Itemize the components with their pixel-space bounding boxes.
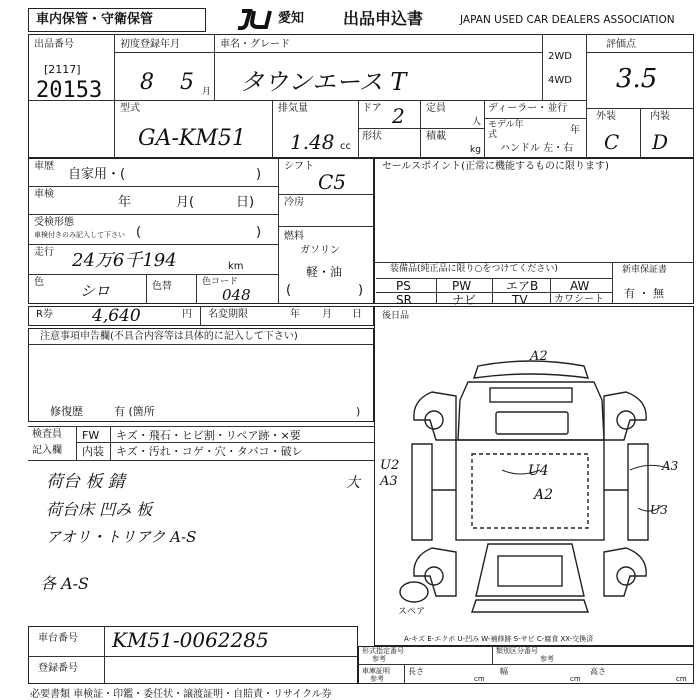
lot-number: 20153 [36, 78, 103, 103]
designation-reference: 参考 [372, 655, 386, 663]
displacement-value: 1.48 [290, 130, 335, 154]
equip-aw: AW [570, 279, 590, 293]
cc-unit: cc [340, 141, 351, 152]
certificate-reference: 参考 [370, 675, 384, 683]
shaken-year: 年 [118, 195, 132, 210]
dealer-import-label: ディーラー・並行 [488, 103, 568, 114]
recycle-value: 4,640 [92, 306, 141, 326]
diagram-mark-right-1: A3 [662, 459, 679, 473]
equip-ps: PS [396, 279, 411, 293]
score-label: 評価点 [606, 39, 636, 50]
recycle-label: R券 [36, 309, 53, 320]
length-unit: cm [474, 675, 485, 683]
handwritten-note-4: 各 A-S [40, 574, 90, 593]
equip-airbag: エアB [506, 279, 539, 293]
name-change-day: 日 [352, 309, 362, 320]
interior-check-items: キズ・汚れ・コゲ・穴・タバコ・破レ [116, 445, 303, 458]
association-name: JAPAN USED CAR DEALERS ASSOCIATION [460, 14, 675, 26]
use-value: 自家用・( [68, 167, 126, 182]
name-change-year: 年 [290, 309, 300, 320]
interior-label: 内装 [650, 111, 670, 122]
notes-label: 注意事項申告欄(不具合内容等は具体的に記入して下さい) [40, 331, 298, 342]
category-label: 類別区分番号 [496, 647, 538, 655]
lot-number-label: 出品番号 [34, 39, 74, 50]
handwritten-side-mark: 大 [346, 475, 360, 491]
shape-label: 形状 [362, 131, 382, 142]
fuel-label: 燃料 [284, 231, 304, 242]
color-code-value: 048 [222, 286, 251, 304]
storage-label: 車内保管・守衛保管 [36, 12, 154, 27]
interior-value: D [652, 130, 669, 154]
drive-4wd: 4WD [548, 75, 572, 86]
handwritten-note-2: 荷台床 凹み 板 [46, 500, 153, 519]
fuel-diesel: 軽・油 [306, 265, 343, 279]
model-value: GA-KM51 [138, 126, 246, 151]
year-unit: 年 [570, 125, 580, 136]
width-unit: cm [570, 675, 581, 683]
handwritten-note-1: 荷台 板 錆 [46, 472, 125, 492]
recycle-yen-unit: 円 [182, 309, 192, 320]
reception-close: ) [256, 225, 262, 240]
designation-label: 形式指定番号 [362, 647, 404, 655]
mileage-label: 走行 [34, 247, 54, 258]
diagram-mark-right-2: U3 [650, 503, 668, 517]
shift-value: C5 [318, 170, 347, 194]
fw-label: FW [82, 429, 100, 442]
footer-documents: 必要書類 車検証・印鑑・委任状・譲渡証明・自賠責・リサイクル券 [30, 689, 332, 700]
entry-label: 記入欄 [32, 445, 62, 456]
color-change-label: 色替 [152, 281, 172, 292]
reg-month: 5 [180, 70, 194, 95]
exterior-label: 外装 [596, 111, 616, 122]
width-label: 幅 [500, 667, 508, 676]
equip-navi: ナビ [452, 293, 477, 307]
equip-leather-seat: カワシート [554, 294, 604, 305]
name-grade-label: 車名・グレード [220, 39, 290, 50]
org-name: 愛知 [278, 11, 305, 26]
month-unit: 月 [202, 87, 212, 97]
reception-open: ( [136, 225, 142, 240]
name-change-label: 名変期限 [208, 309, 248, 320]
chassis-value: KM51-0062285 [112, 628, 269, 652]
reg-date-label: 初度登録年月 [120, 39, 180, 50]
chassis-label: 車台番号 [38, 633, 78, 644]
displacement-label: 排気量 [278, 103, 308, 114]
registration-label: 登録番号 [38, 663, 78, 674]
form-title: 出品申込書 [343, 9, 424, 28]
model-label: 型式 [120, 103, 140, 114]
height-label: 高さ [590, 667, 606, 676]
exterior-value: C [604, 130, 620, 154]
length-label: 長さ [408, 667, 424, 676]
lot-bracket-number: [2117] [44, 63, 81, 76]
equipment-label: 装備品(純正品に限り○をつけてください) [390, 264, 558, 274]
color-code-label: 色コード [202, 277, 239, 287]
name-change-month: 月 [322, 309, 332, 320]
diagram-mark-center-2: A2 [534, 487, 554, 503]
equip-sr: SR [396, 293, 412, 307]
repair-close: ) [356, 405, 361, 418]
person-unit: 人 [472, 117, 482, 127]
load-label: 積載 [426, 131, 446, 142]
model-year-label: モデル年式 [488, 120, 524, 140]
warranty-value: 有 ・ 無 [624, 287, 664, 300]
reception-note: 車検付きのみ記入して下さい [34, 231, 125, 239]
certificate-label: 車庫証明 [362, 667, 390, 675]
diagram-mark-center-1: U4 [528, 463, 549, 479]
fuel-open: ( [286, 283, 292, 298]
reg-year: 8 [140, 70, 154, 95]
use-close: ) [256, 167, 262, 182]
category-reference: 参考 [540, 655, 554, 663]
handle-label: ハンドル 左・右 [500, 143, 574, 154]
damage-legend: A-キズ E-エクボ U-凹み W-補修跡 S-サビ C-腐食 XX-交換済 [404, 635, 594, 643]
repair-label: 修復歴 [50, 405, 83, 418]
handwritten-dent-mark: U2 A3 [380, 458, 400, 489]
cooler-label: 冷房 [284, 197, 304, 208]
doors-value: 2 [392, 104, 405, 128]
warranty-label: 新車保証書 [622, 265, 668, 275]
drive-2wd: 2WD [548, 51, 572, 62]
equip-tv: TV [512, 293, 528, 307]
inspector-label: 検査員 [32, 429, 62, 440]
reception-label: 受検形態 [34, 217, 74, 228]
sales-point-label: セールスポイント(正常に機能するものに限ります) [382, 161, 609, 172]
repair-value: 有 (箇所 [114, 405, 155, 418]
fuel-gasoline: ガソリン [300, 245, 340, 256]
diagram-mark-top: A2 [530, 349, 548, 364]
km-unit: km [228, 261, 244, 272]
fw-items: キズ・飛石・ヒビ割・リペア跡・×要 [116, 429, 301, 442]
shift-label: シフト [284, 161, 314, 172]
shaken-day: 日) [236, 195, 255, 210]
color-value: シロ [80, 282, 111, 300]
fuel-close: ) [358, 283, 364, 298]
height-unit: cm [676, 675, 687, 683]
shaken-month: 月( [176, 195, 195, 210]
kg-unit: kg [470, 145, 481, 155]
shaken-label: 車検 [34, 189, 54, 200]
spare-label: スペア [398, 607, 426, 617]
doors-label: ドア [362, 103, 382, 114]
handwritten-note-3: アオリ・トリアク A-S [46, 528, 197, 546]
car-name: タウンエース T [240, 68, 407, 96]
color-label: 色 [34, 277, 44, 288]
aftermarket-label: 後日品 [382, 311, 410, 321]
capacity-label: 定員 [426, 103, 446, 114]
history-label: 車歴 [34, 161, 54, 172]
score-value: 3.5 [616, 64, 658, 94]
interior-check-label: 内装 [82, 445, 104, 458]
mileage-value: 24万6千194 [72, 250, 177, 271]
equip-pw: PW [452, 279, 472, 293]
